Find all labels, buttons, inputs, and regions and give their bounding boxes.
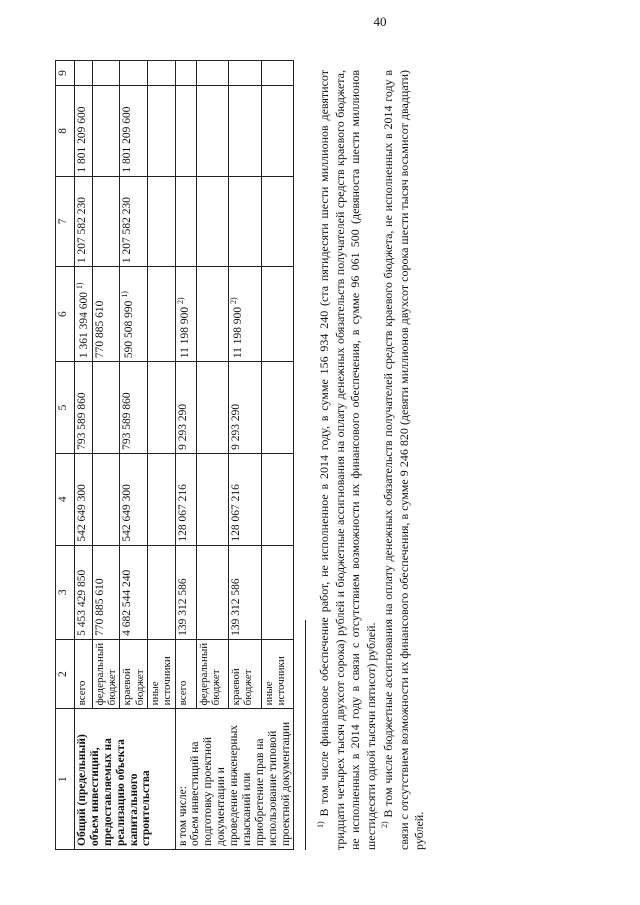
table-cell xyxy=(147,545,175,639)
column-header: 2 xyxy=(56,639,75,709)
table-cell: 1 207 582 230 xyxy=(75,176,93,267)
table-cell: 1 801 209 600 xyxy=(75,86,93,177)
table-cell xyxy=(175,86,196,177)
table-cell xyxy=(147,267,175,362)
footnote-ref: 1) xyxy=(120,291,130,298)
row-title-text: объем инвестиций на подготовку проектной документации и проведение инженерных изысканий или приобретение прав на использование типовой проектной документации xyxy=(189,721,292,846)
table-cell xyxy=(261,362,294,454)
cell-value: 770 885 610 xyxy=(93,300,106,359)
footnote-1 xyxy=(313,70,379,850)
table-cell xyxy=(175,176,196,267)
table-cell xyxy=(75,267,93,362)
source-label: федеральный бюджет xyxy=(196,639,229,709)
table-cell xyxy=(229,267,262,362)
table-cell xyxy=(92,86,120,177)
source-label: федеральный бюджет xyxy=(92,639,120,709)
table-cell xyxy=(261,453,294,545)
column-header: 8 xyxy=(56,86,75,177)
table-cell xyxy=(120,61,148,86)
source-label: иные источники xyxy=(147,639,175,709)
table-cell: 770 885 610 xyxy=(92,545,120,639)
table-cell xyxy=(196,453,229,545)
source-label: краевой бюджет xyxy=(229,639,262,709)
table-cell xyxy=(261,86,294,177)
footnote-ref: 1) xyxy=(75,282,84,290)
column-header: 3 xyxy=(56,545,75,639)
table-cell: 1 207 582 230 xyxy=(120,176,148,267)
table-cell xyxy=(196,267,229,362)
table-cell xyxy=(147,61,175,86)
table-cell xyxy=(147,453,175,545)
table-cell xyxy=(120,267,148,362)
table-cell xyxy=(229,176,262,267)
source-label: иные источники xyxy=(261,639,294,709)
table-cell xyxy=(175,267,196,362)
cell-value: 11 198 900 xyxy=(178,306,191,359)
table-cell xyxy=(92,453,120,545)
table-cell xyxy=(261,176,294,267)
cell-value: 11 198 900 xyxy=(231,306,244,359)
table-cell: 139 312 586 xyxy=(229,545,262,639)
column-header: 7 xyxy=(56,176,75,267)
footnote-marker: 2) xyxy=(380,821,389,828)
table-cell: 5 453 429 850 xyxy=(75,545,93,639)
table-cell: 139 312 586 xyxy=(175,545,196,639)
table-cell: 9 293 290 xyxy=(175,362,196,454)
row-title-design-investment xyxy=(175,709,294,850)
table-cell: 4 682 544 240 xyxy=(120,545,148,639)
table-cell xyxy=(196,86,229,177)
table-cell xyxy=(196,362,229,454)
source-label: краевой бюджет xyxy=(120,639,148,709)
source-label: всего xyxy=(175,639,196,709)
table-cell: 9 293 290 xyxy=(229,362,262,454)
table-cell xyxy=(75,61,93,86)
table-header-row xyxy=(56,61,75,850)
footnote-ref: 2) xyxy=(229,297,239,304)
table-cell: 128 067 216 xyxy=(229,453,262,545)
table-cell xyxy=(261,545,294,639)
row-title-prefix: в том числе: xyxy=(176,786,189,846)
footnote-divider xyxy=(305,620,306,850)
table-cell xyxy=(175,61,196,86)
investment-table xyxy=(55,60,294,850)
row-title-total-investment: Общий (предельный) объем инвестиций, предоставляемых на реализацию объекта капитального строительства xyxy=(75,709,176,850)
table-cell: 542 649 300 xyxy=(120,453,148,545)
table-row xyxy=(175,61,196,850)
table-cell xyxy=(196,545,229,639)
table-cell: 793 589 860 xyxy=(120,362,148,454)
column-header: 6 xyxy=(56,267,75,362)
page-number: 40 xyxy=(373,14,387,29)
table-cell xyxy=(92,61,120,86)
footnote-text: В том числе бюджетные ассигнования на оплату денежных обязательств получателей средств краевого бюджета, не исполненных в 2014 году в связи с отсутствием возможности их финансового обеспечения, в сумме 9 246 820 (девяти миллионов двухсот сорока шести тысяч восьмисот двадцати) рублей. xyxy=(381,70,426,850)
column-header: 9 xyxy=(56,61,75,86)
table-cell xyxy=(147,176,175,267)
table-row xyxy=(75,61,93,850)
rotated-page-content xyxy=(55,60,575,850)
source-label: всего xyxy=(75,639,93,709)
table-cell xyxy=(229,86,262,177)
column-header: 1 xyxy=(56,709,75,850)
column-header: 4 xyxy=(56,453,75,545)
table-cell xyxy=(147,86,175,177)
table-cell xyxy=(92,176,120,267)
table-cell xyxy=(261,61,294,86)
footnote-2 xyxy=(377,70,428,850)
footnote-ref: 2) xyxy=(175,297,185,304)
table-cell: 128 067 216 xyxy=(175,453,196,545)
table-cell xyxy=(261,267,294,362)
table-cell: 1 801 209 600 xyxy=(120,86,148,177)
table-cell xyxy=(147,362,175,454)
footnote-text: В том числе финансовое обеспечение работ, не исполненное в 2014 году, в сумме 156 934 240 (ста пятидесяти шести миллионов девятисот тридцати четырех тысяч двухсот сорока) рублей и бюджетные ассигнования на оплату денежных обязательств получателей средств краевого бюджета, не исполненных в 2014 году в связи с отсутствием возможности их финансового обеспечения, в сумме 96 061 500 (девяноста шести миллионов шестидесяти одной тысячи пятисот) рублей. xyxy=(317,69,378,850)
table-cell: 542 649 300 xyxy=(75,453,93,545)
cell-value: 1 361 394 600 xyxy=(77,292,90,359)
cell-value: 590 508 990 xyxy=(123,300,136,359)
table-cell xyxy=(92,362,120,454)
table-cell xyxy=(229,61,262,86)
column-header: 5 xyxy=(56,362,75,454)
table-cell: 793 589 860 xyxy=(75,362,93,454)
table-cell xyxy=(196,176,229,267)
table-cell xyxy=(92,267,120,362)
footnote-marker: 1) xyxy=(316,821,325,828)
table-cell xyxy=(196,61,229,86)
